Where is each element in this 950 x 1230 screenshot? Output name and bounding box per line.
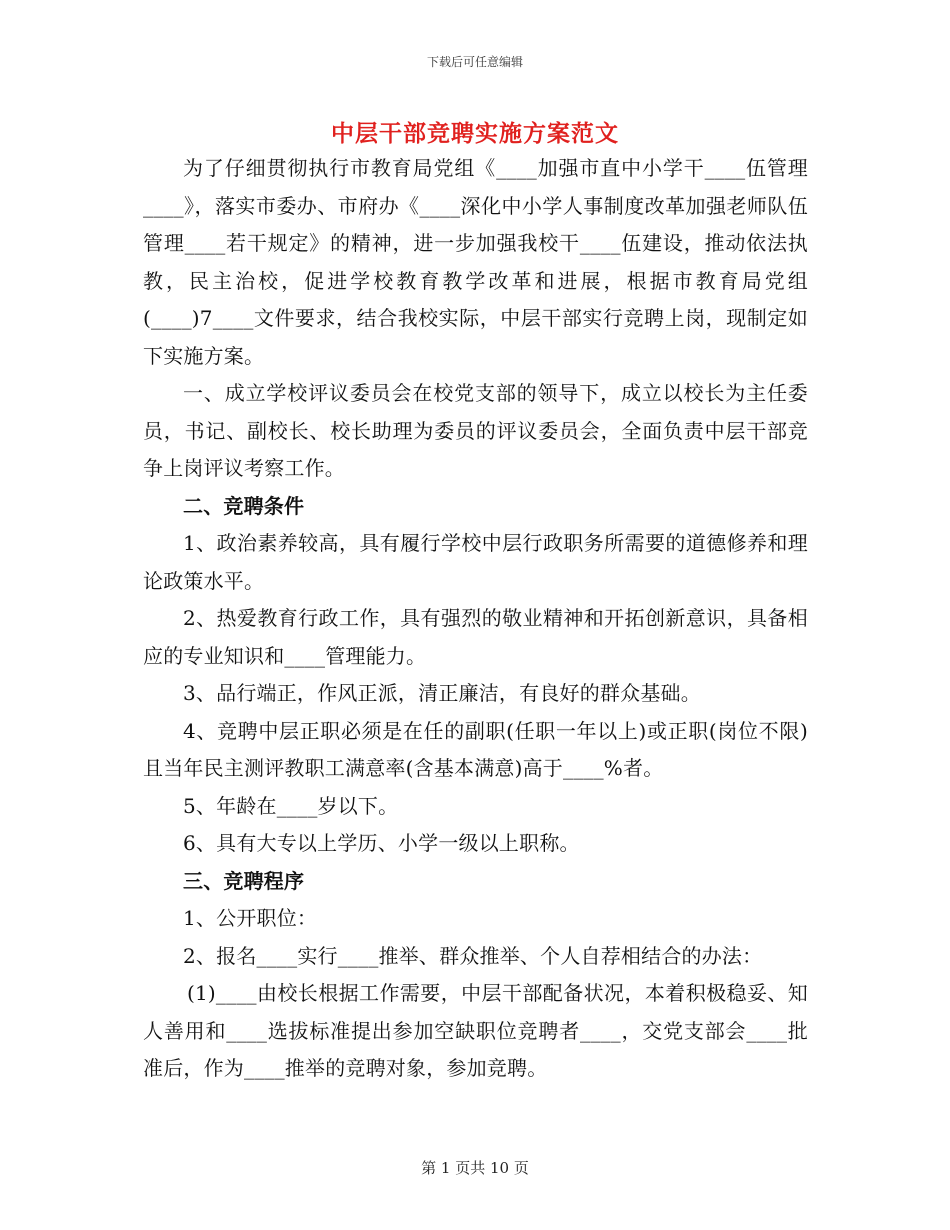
list-item-condition-6: 6、具有大专以上学历、小学一级以上职称。 (183, 831, 580, 855)
list-item-condition-4: 4、竞聘中层正职必须是在任的副职(任职一年以上)或正职(岗位不限)且当年民主测评教职工满意率(含基本满意)高于____%者。 (143, 718, 808, 780)
page-number: 第 1 页共 10 页 (421, 1159, 529, 1177)
document-body (143, 150, 808, 1088)
page-header-note: 下载后可任意编辑 (426, 55, 523, 69)
heading-section-2: 二、竞聘条件 (183, 493, 305, 518)
document-title: 中层干部竞聘实施方案范文 (331, 120, 619, 147)
list-item-condition-2: 2、热爱教育行政工作，具有强烈的敬业精神和开拓创新意识，具备相应的专业知识和____管理能力。 (143, 606, 808, 668)
list-item-procedure-1: 1、公开职位： (183, 906, 318, 930)
list-item-condition-5: 5、年龄在____岁以下。 (183, 793, 399, 818)
paragraph-section-1: 一、成立学校评议委员会在校党支部的领导下，成立以校长为主任委员，书记、副校长、校长助理为委员的评议委员会，全面负责中层干部竞争上岗评议考察工作。 (143, 381, 808, 480)
list-item-condition-3: 3、品行端正，作风正派，清正廉洁，有良好的群众基础。 (183, 681, 701, 705)
paragraph-intro: 为了仔细贯彻执行市教育局党组《____加强市直中小学干____伍管理____》，落实市委办、市府办《____深化中小学人事制度改革加强老师队伍管理____若干规定》的精神，进一步加强我校干____伍建设，推动依法执教，民主治校，促进学校教育教学改革和进展，根据市教育局党组(____)7____文件要求，结合我校实际，中层干部实行竞聘上岗，现制定如下实施方案。 (143, 156, 808, 368)
list-item-procedure-2: 2、报名____实行____推举、群众推举、个人自荐相结合的办法： (183, 943, 763, 968)
list-item-procedure-2-sub-1: (1)____由校长根据工作需要，中层干部配备状况，本着积极稳妥、知人善用和____选拔标准提出参加空缺职位竞聘者____，交党支部会____批准后，作为____推举的竞聘对象，参加竞聘。 (143, 981, 808, 1080)
heading-section-3: 三、竞聘程序 (183, 868, 305, 893)
list-item-condition-1: 1、政治素养较高，具有履行学校中层行政职务所需要的道德修养和理论政策水平。 (143, 531, 808, 593)
